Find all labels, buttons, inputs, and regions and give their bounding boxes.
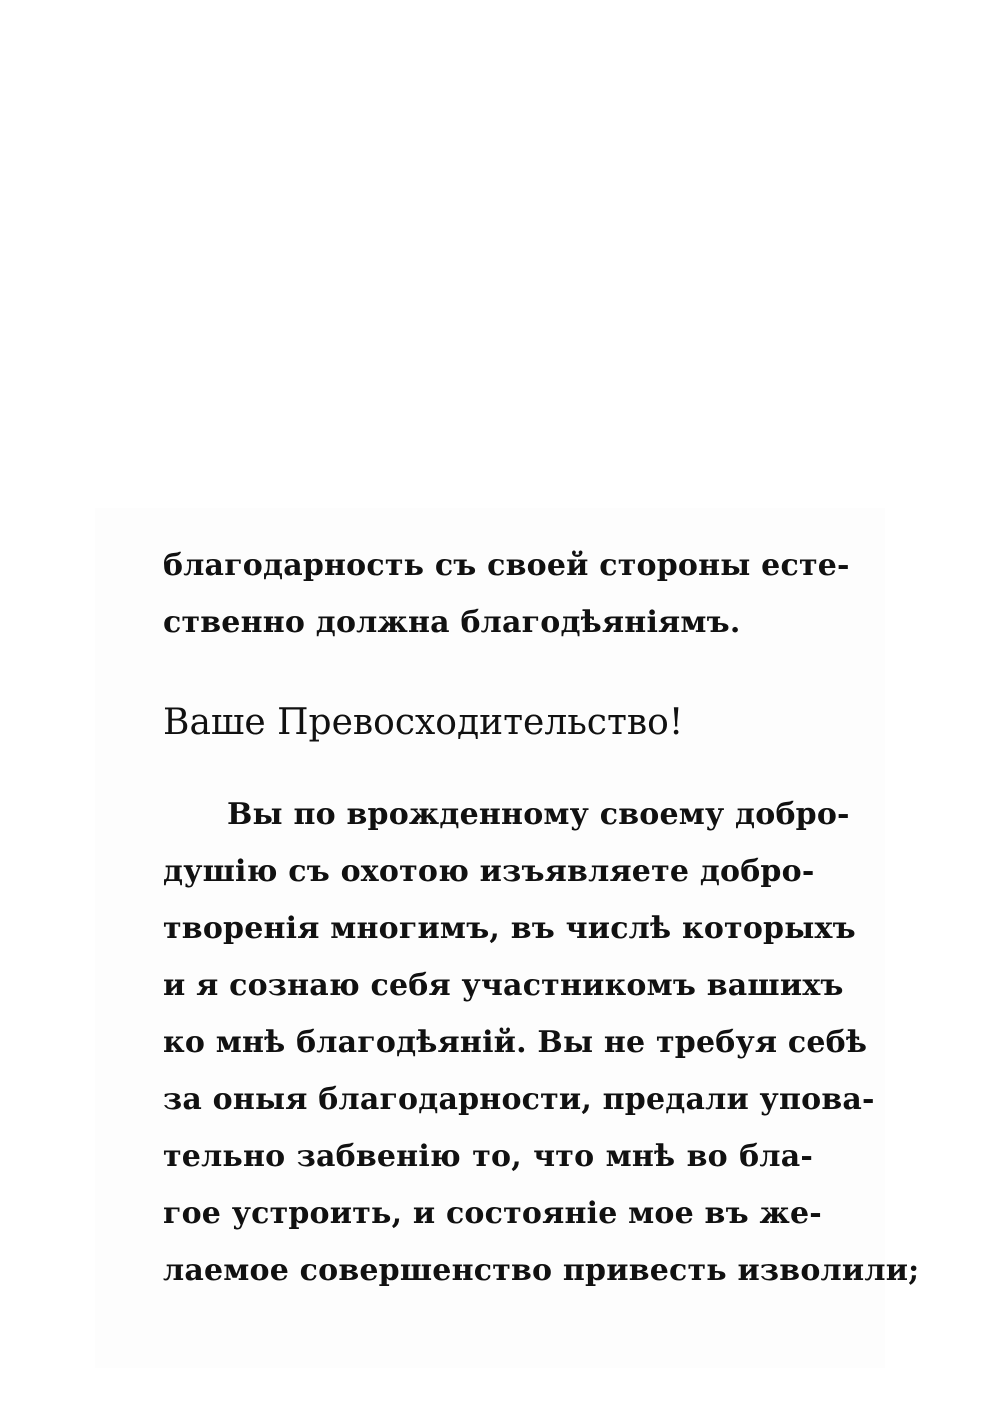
text-line: лаемое совершенство привесть изволили;: [163, 1253, 920, 1288]
text-line: Вы по врожденному своему добро-: [227, 797, 850, 832]
salutation-heading: Ваше Превосходительство!: [163, 702, 684, 743]
text-line: творенія многимъ, въ числѣ которыхъ: [163, 911, 856, 946]
intro-paragraph: [163, 537, 850, 651]
text-line: тельно забвенію то, что мнѣ во бла-: [163, 1139, 813, 1174]
text-line: душію съ охотою изъявляете добро-: [163, 854, 815, 889]
text-line: за оныя благодарности, предали упова-: [163, 1082, 875, 1117]
main-paragraph: [163, 786, 920, 1299]
text-line: гое устроить, и состояніе мое въ же-: [163, 1196, 822, 1231]
text-line: благодарность съ своей стороны есте-: [163, 548, 850, 583]
text-line: ственно должна благодѣяніямъ.: [163, 605, 741, 640]
text-line: ко мнѣ благодѣяній. Вы не требуя себѣ: [163, 1025, 868, 1060]
text-line: и я сознаю себя участникомъ вашихъ: [163, 968, 844, 1003]
